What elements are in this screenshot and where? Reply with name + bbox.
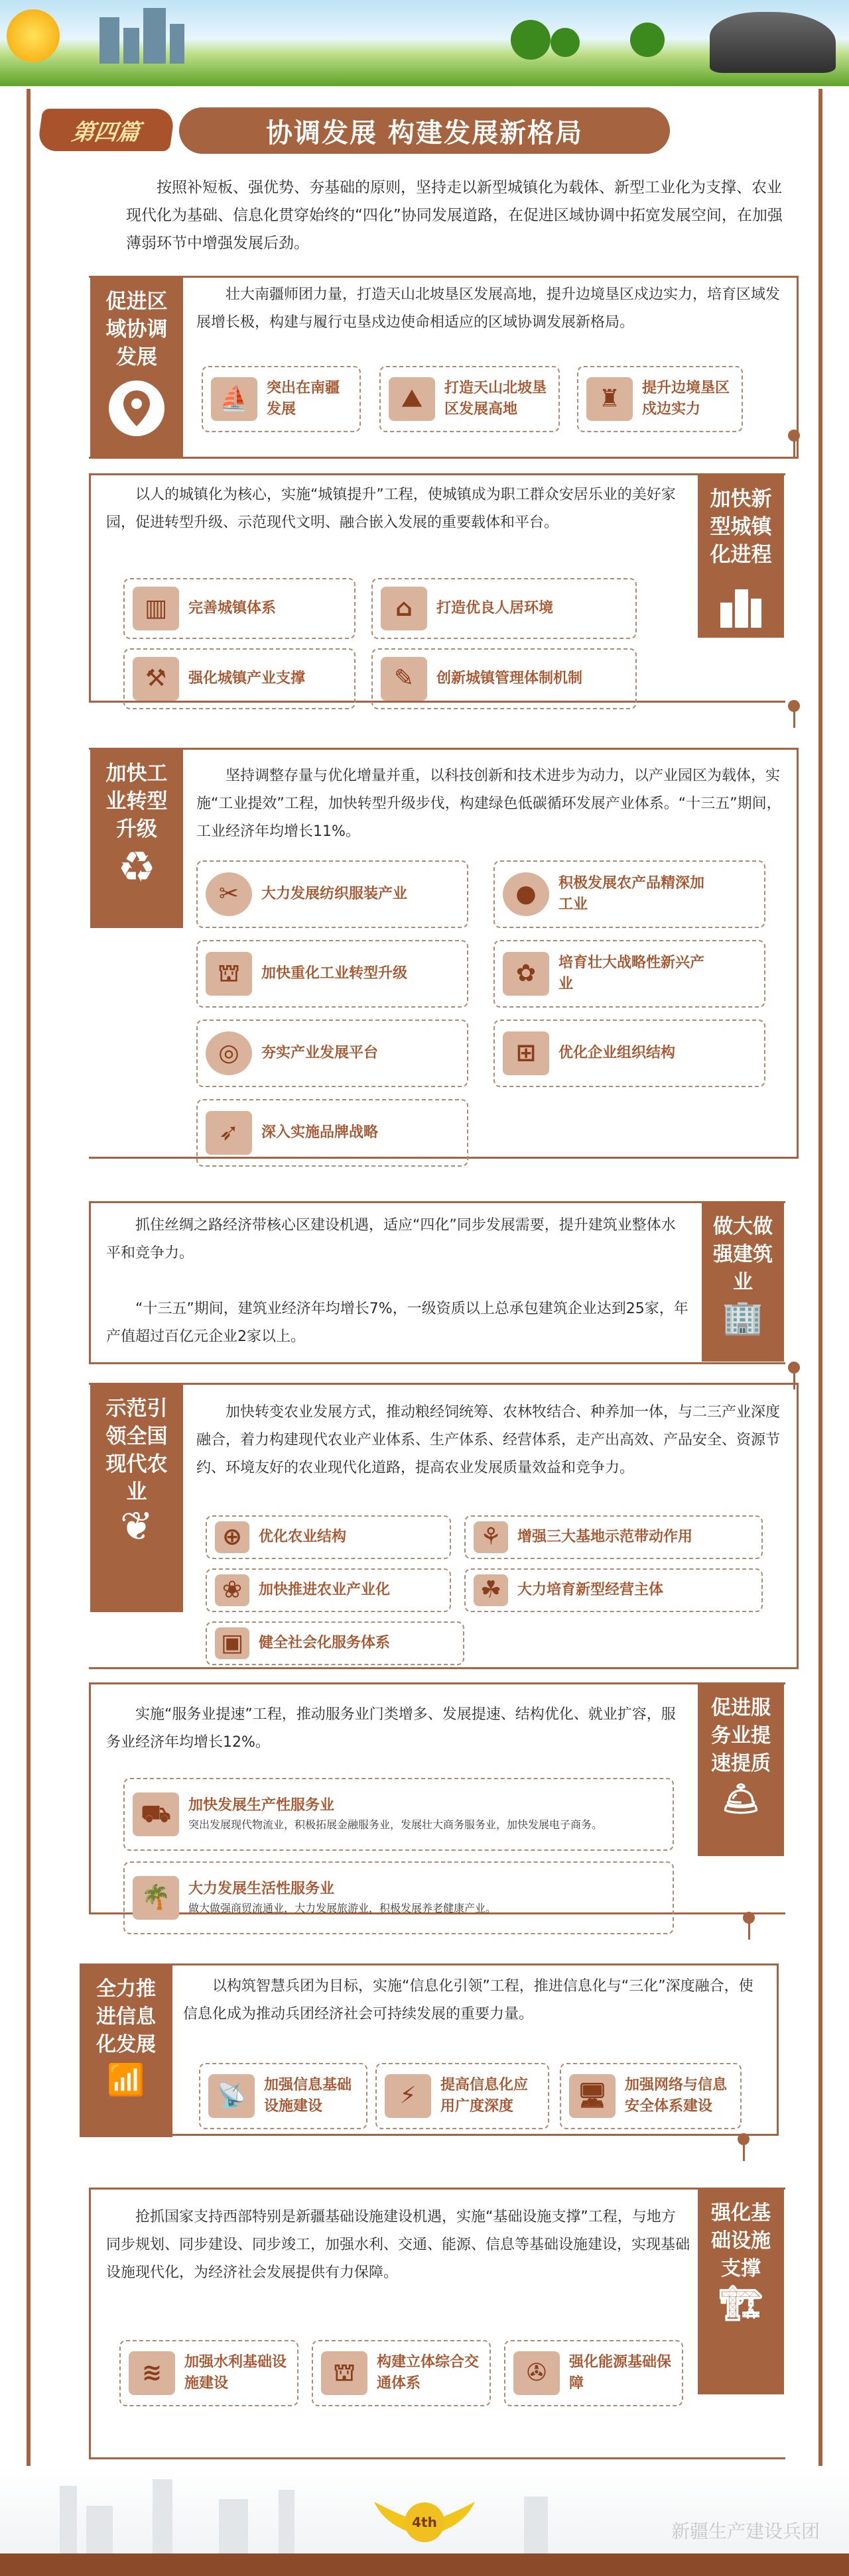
skyline-building xyxy=(524,2496,548,2555)
list-item xyxy=(196,1020,468,1087)
item-label: 深入实施品牌战略 xyxy=(261,1124,379,1141)
palm-tree-icon: 🌴 xyxy=(133,1876,179,1920)
section-tab-construction xyxy=(702,1201,784,1362)
list-item xyxy=(371,578,637,639)
truck-icon: ⛟ xyxy=(133,1792,179,1836)
item-label: 增强三大基地示范带动作用 xyxy=(517,1529,693,1545)
list-item xyxy=(123,1778,674,1851)
list-item xyxy=(206,1568,451,1612)
section-tab-label: 全力推进信息化发展 xyxy=(96,1977,156,2056)
emblem-4th: 4th xyxy=(405,2502,444,2542)
mountain-icon: ⛰ xyxy=(389,377,435,421)
item-label: 加强信息基础设施建设 xyxy=(264,2077,352,2115)
sun-icon xyxy=(7,9,60,62)
section-tab-regional xyxy=(90,276,183,459)
list-item xyxy=(206,1515,451,1559)
yarn-icon: ✂ xyxy=(206,872,252,916)
list-item xyxy=(196,1099,468,1167)
section-text: 以人的城镇化为核心，实施“城镇提升”工程，使城镇成为职工群众安居乐业的美好家园，促进转型升级、示范现代文明、融合嵌入发展的重要载体和平台。 xyxy=(106,487,676,531)
list-item xyxy=(504,2340,683,2406)
item-label: 构建立体综合交通体系 xyxy=(377,2354,480,2392)
intro-paragraph: 按照补短板、强优势、夯基础的原则，坚持走以新型城镇化为载体、新型工业化为支撑、农业现代化为基础、信息化贯穿始终的“四化”协同发展道路，在促进区域协调中拓宽发展空间，在加强薄弱环节中增强发展后劲。 xyxy=(126,179,783,252)
list-item xyxy=(464,1515,763,1559)
building-icon: 🏢 xyxy=(722,1298,764,1336)
wheat-icon: ⚘ xyxy=(474,1521,508,1553)
section-tab-label: 加快工业转型升级 xyxy=(105,762,168,841)
section-tab-label: 强化基础设施支撑 xyxy=(711,2201,771,2280)
pin-dot xyxy=(788,1362,800,1374)
recycle-icon: ♻ xyxy=(117,843,156,892)
section-text: 加快转变农业发展方式，推动粮经饲统筹、农林牧结合、种养加一体，与二三产业深度融合，着力构建现代农业产业体系、生产体系、经营体系，走产出高效、产品安全、资源节约、环境友好的农业现代化道路，提高农业发展质量效益和竞争力。 xyxy=(196,1404,781,1476)
skyline-building xyxy=(99,17,119,64)
sculpture-image xyxy=(710,12,836,73)
pin-dot xyxy=(788,430,800,441)
item-label: 优化企业组织结构 xyxy=(558,1045,676,1061)
list-item xyxy=(371,648,637,709)
item-label: 突出在南疆发展 xyxy=(267,380,340,418)
item-label: 强化能源基础保障 xyxy=(569,2354,672,2392)
section-tab-label: 促进区域协调发展 xyxy=(105,290,168,369)
list-item xyxy=(379,366,560,432)
right-border-line xyxy=(818,89,822,2466)
item-label: 大力发展纺织服装产业 xyxy=(261,886,408,902)
list-item xyxy=(196,860,468,928)
item-label: 提升边境垦区戍边实力 xyxy=(642,380,730,418)
list-item xyxy=(123,1861,674,1934)
service-desc: 突出发展现代物流业，积极拓展金融服务业，发展壮大商务服务业，加快发展电子商务。 xyxy=(188,1818,603,1831)
skyline-building xyxy=(170,24,184,64)
skyline-building xyxy=(86,2506,113,2555)
item-label: 加快重化工业转型升级 xyxy=(261,965,408,982)
sprout-icon: ❀ xyxy=(215,1574,249,1606)
target-icon: ◎ xyxy=(206,1031,252,1075)
item-label: 大力培育新型经营主体 xyxy=(517,1582,664,1598)
list-item xyxy=(206,1621,464,1665)
crane-icon: 🏗 xyxy=(718,2284,763,2323)
item-label: 加强水利基础设施建设 xyxy=(184,2354,287,2392)
list-item xyxy=(375,2063,549,2129)
list-item xyxy=(493,1020,765,1087)
list-item xyxy=(123,578,356,639)
left-border-line xyxy=(27,89,31,2466)
bridge-icon: ⛫ xyxy=(321,2351,367,2395)
skyline-building xyxy=(143,8,166,64)
list-item xyxy=(123,648,356,709)
item-label: 夯实产业发展平台 xyxy=(261,1045,379,1061)
computer-lock-icon: 🖥 xyxy=(569,2074,616,2118)
skyline-building xyxy=(219,2499,248,2555)
section-text: 壮大南疆师团力量，打造天山北坡垦区发展高地，提升边境垦区戍边实力，培育区域发展增长极，构建与履行屯垦戍边使命相适应的区域协调发展新格局。 xyxy=(196,286,781,331)
item-label: 优化农业结构 xyxy=(259,1529,347,1545)
factory-icon: ⚒ xyxy=(133,657,179,701)
section-text: 抢抓国家支持西部特别是新疆基础设施建设机遇，实施“基础设施支撑”工程，与地方同步规划、同步建设、同步竣工，加强水利、交通、能源、信息等基础设施建设，实现基础设施现代化，为经济社会发展提供有力保障。 xyxy=(106,2209,690,2281)
section-tab-label: 做大做强建筑业 xyxy=(713,1215,773,1294)
section-tab-information xyxy=(80,1963,172,2137)
item-label: 完善城镇体系 xyxy=(188,600,277,616)
section-tab-infrastructure xyxy=(698,2188,784,2394)
city-icon xyxy=(713,578,769,634)
chapter-title: 协调发展 构建发展新格局 xyxy=(179,107,670,154)
pin-dot xyxy=(738,2133,750,2145)
arrow-target-icon: ➶ xyxy=(206,1111,252,1155)
pin-dot xyxy=(788,700,800,712)
section-text: 实施“服务业提速”工程，推动服务业门类增多、发展提速、结构优化、就业扩容，服务业经济年均增长12%。 xyxy=(106,1706,676,1751)
chapter-badge: 第四篇 xyxy=(37,109,176,151)
item-label: 加快推进农业产业化 xyxy=(259,1582,391,1598)
service-box-icon: ▣ xyxy=(215,1627,249,1659)
satellite-dish-icon: 📡 xyxy=(208,2074,255,2118)
org-chart-icon: ⊞ xyxy=(503,1031,549,1075)
list-item xyxy=(119,2340,298,2406)
pin-dot xyxy=(743,1912,755,1924)
section-tab-service xyxy=(698,1682,784,1856)
item-label: 创新城镇管理体制机制 xyxy=(436,670,583,687)
antenna-tower-icon: ⚡ xyxy=(385,2074,431,2118)
hand-plant-icon: ❦ xyxy=(119,1503,154,1550)
skyline-building xyxy=(153,2479,172,2555)
item-label: 培育壮大战略性新兴产业 xyxy=(558,955,705,992)
tower-icon: ♜ xyxy=(586,377,633,421)
service-item-text xyxy=(188,1879,496,1917)
service-item-text xyxy=(188,1795,602,1834)
signal-icon: 📶 xyxy=(107,2062,145,2097)
item-label: 加强网络与信息安全体系建设 xyxy=(625,2077,728,2115)
list-item xyxy=(202,366,361,432)
tree-icon xyxy=(551,28,580,57)
house-icon: ⌂ xyxy=(381,587,427,630)
item-label: 打造优良人居环境 xyxy=(436,600,554,616)
section-text: 以构筑智慧兵团为目标，实施“信息化引领”工程，推进信息化与“三化”深度融合，使信息化成为推动兵团经济社会可持续发展的重要力量。 xyxy=(183,1978,753,2022)
section-text: 坚持调整存量与优化增量并重，以科技创新和技术进步为动力，以产业园区为载体，实施“工业提效”工程，加快转型升级步伐，构建绿色低碳循环发展产业体系。“十三五”期间，工业经济年均增长11%。 xyxy=(196,768,781,840)
item-label: 打造天山北坡垦区发展高地 xyxy=(444,380,547,418)
list-item xyxy=(196,940,468,1008)
dam-icon: ≋ xyxy=(129,2351,175,2395)
hands-sprout-icon: ✿ xyxy=(503,952,549,996)
section-text-2: “十三五”期间，建筑业经济年均增长7%，一级资质以上总承包建筑企业达到25家，年产值超过百亿元企业2家以上。 xyxy=(106,1301,688,1345)
list-item xyxy=(577,366,743,432)
service-title: 大力发展生活性服务业 xyxy=(188,1881,335,1897)
buildings-icon: ▥ xyxy=(133,587,179,630)
list-item xyxy=(199,2063,367,2129)
list-item xyxy=(493,860,765,928)
location-pin-icon xyxy=(109,381,164,436)
section-tab-agriculture xyxy=(90,1383,183,1612)
section-tab-urbanization xyxy=(698,473,784,638)
tree-icon xyxy=(630,23,665,57)
leaf-icon: ☘ xyxy=(474,1574,508,1606)
item-label: 积极发展农产品精深加工业 xyxy=(558,875,705,913)
list-item xyxy=(464,1568,763,1612)
header-banner xyxy=(0,0,849,86)
service-desc: 做大做强商贸流通业，大力发展旅游业，积极发展养老健康产业。 xyxy=(188,1902,497,1914)
service-title: 加快发展生产性服务业 xyxy=(188,1797,335,1814)
item-label: 强化城镇产业支撑 xyxy=(188,670,306,687)
item-label: 提高信息化应用广度深度 xyxy=(440,2077,529,2115)
tree-icon xyxy=(511,20,551,60)
watermark: 新疆生产建设兵团 xyxy=(671,2520,820,2542)
document-pen-icon: ✎ xyxy=(381,657,427,701)
skyline-building xyxy=(279,2490,294,2555)
section-tab-industry xyxy=(90,748,183,928)
section-tab-label: 促进服务业提速提质 xyxy=(711,1696,771,1775)
list-item xyxy=(560,2063,742,2129)
section-tab-label: 加快新型城镇化进程 xyxy=(710,487,772,567)
bottom-bar xyxy=(0,2553,849,2576)
service-icon: 🛎 xyxy=(721,1781,761,1816)
skyline-building xyxy=(60,2486,77,2555)
section-tab-label: 示范引领全国现代农业 xyxy=(105,1397,168,1504)
list-item xyxy=(312,2340,491,2406)
item-label: 健全社会化服务体系 xyxy=(259,1635,391,1651)
factory-chimney-icon: ⛫ xyxy=(206,952,252,996)
skyline-building xyxy=(123,28,139,64)
chapter-header xyxy=(40,105,822,164)
list-item xyxy=(493,940,765,1008)
section-text: 抓住丝绸之路经济带核心区建设机遇，适应“四化”同步发展需要，提升建筑业整体水平和竞争力。 xyxy=(106,1217,676,1261)
tomato-icon: ● xyxy=(503,872,549,916)
structure-icon: ⊕ xyxy=(215,1521,249,1553)
wind-turbine-icon: ✇ xyxy=(513,2351,560,2395)
sailboat-icon: ⛵ xyxy=(211,377,257,421)
